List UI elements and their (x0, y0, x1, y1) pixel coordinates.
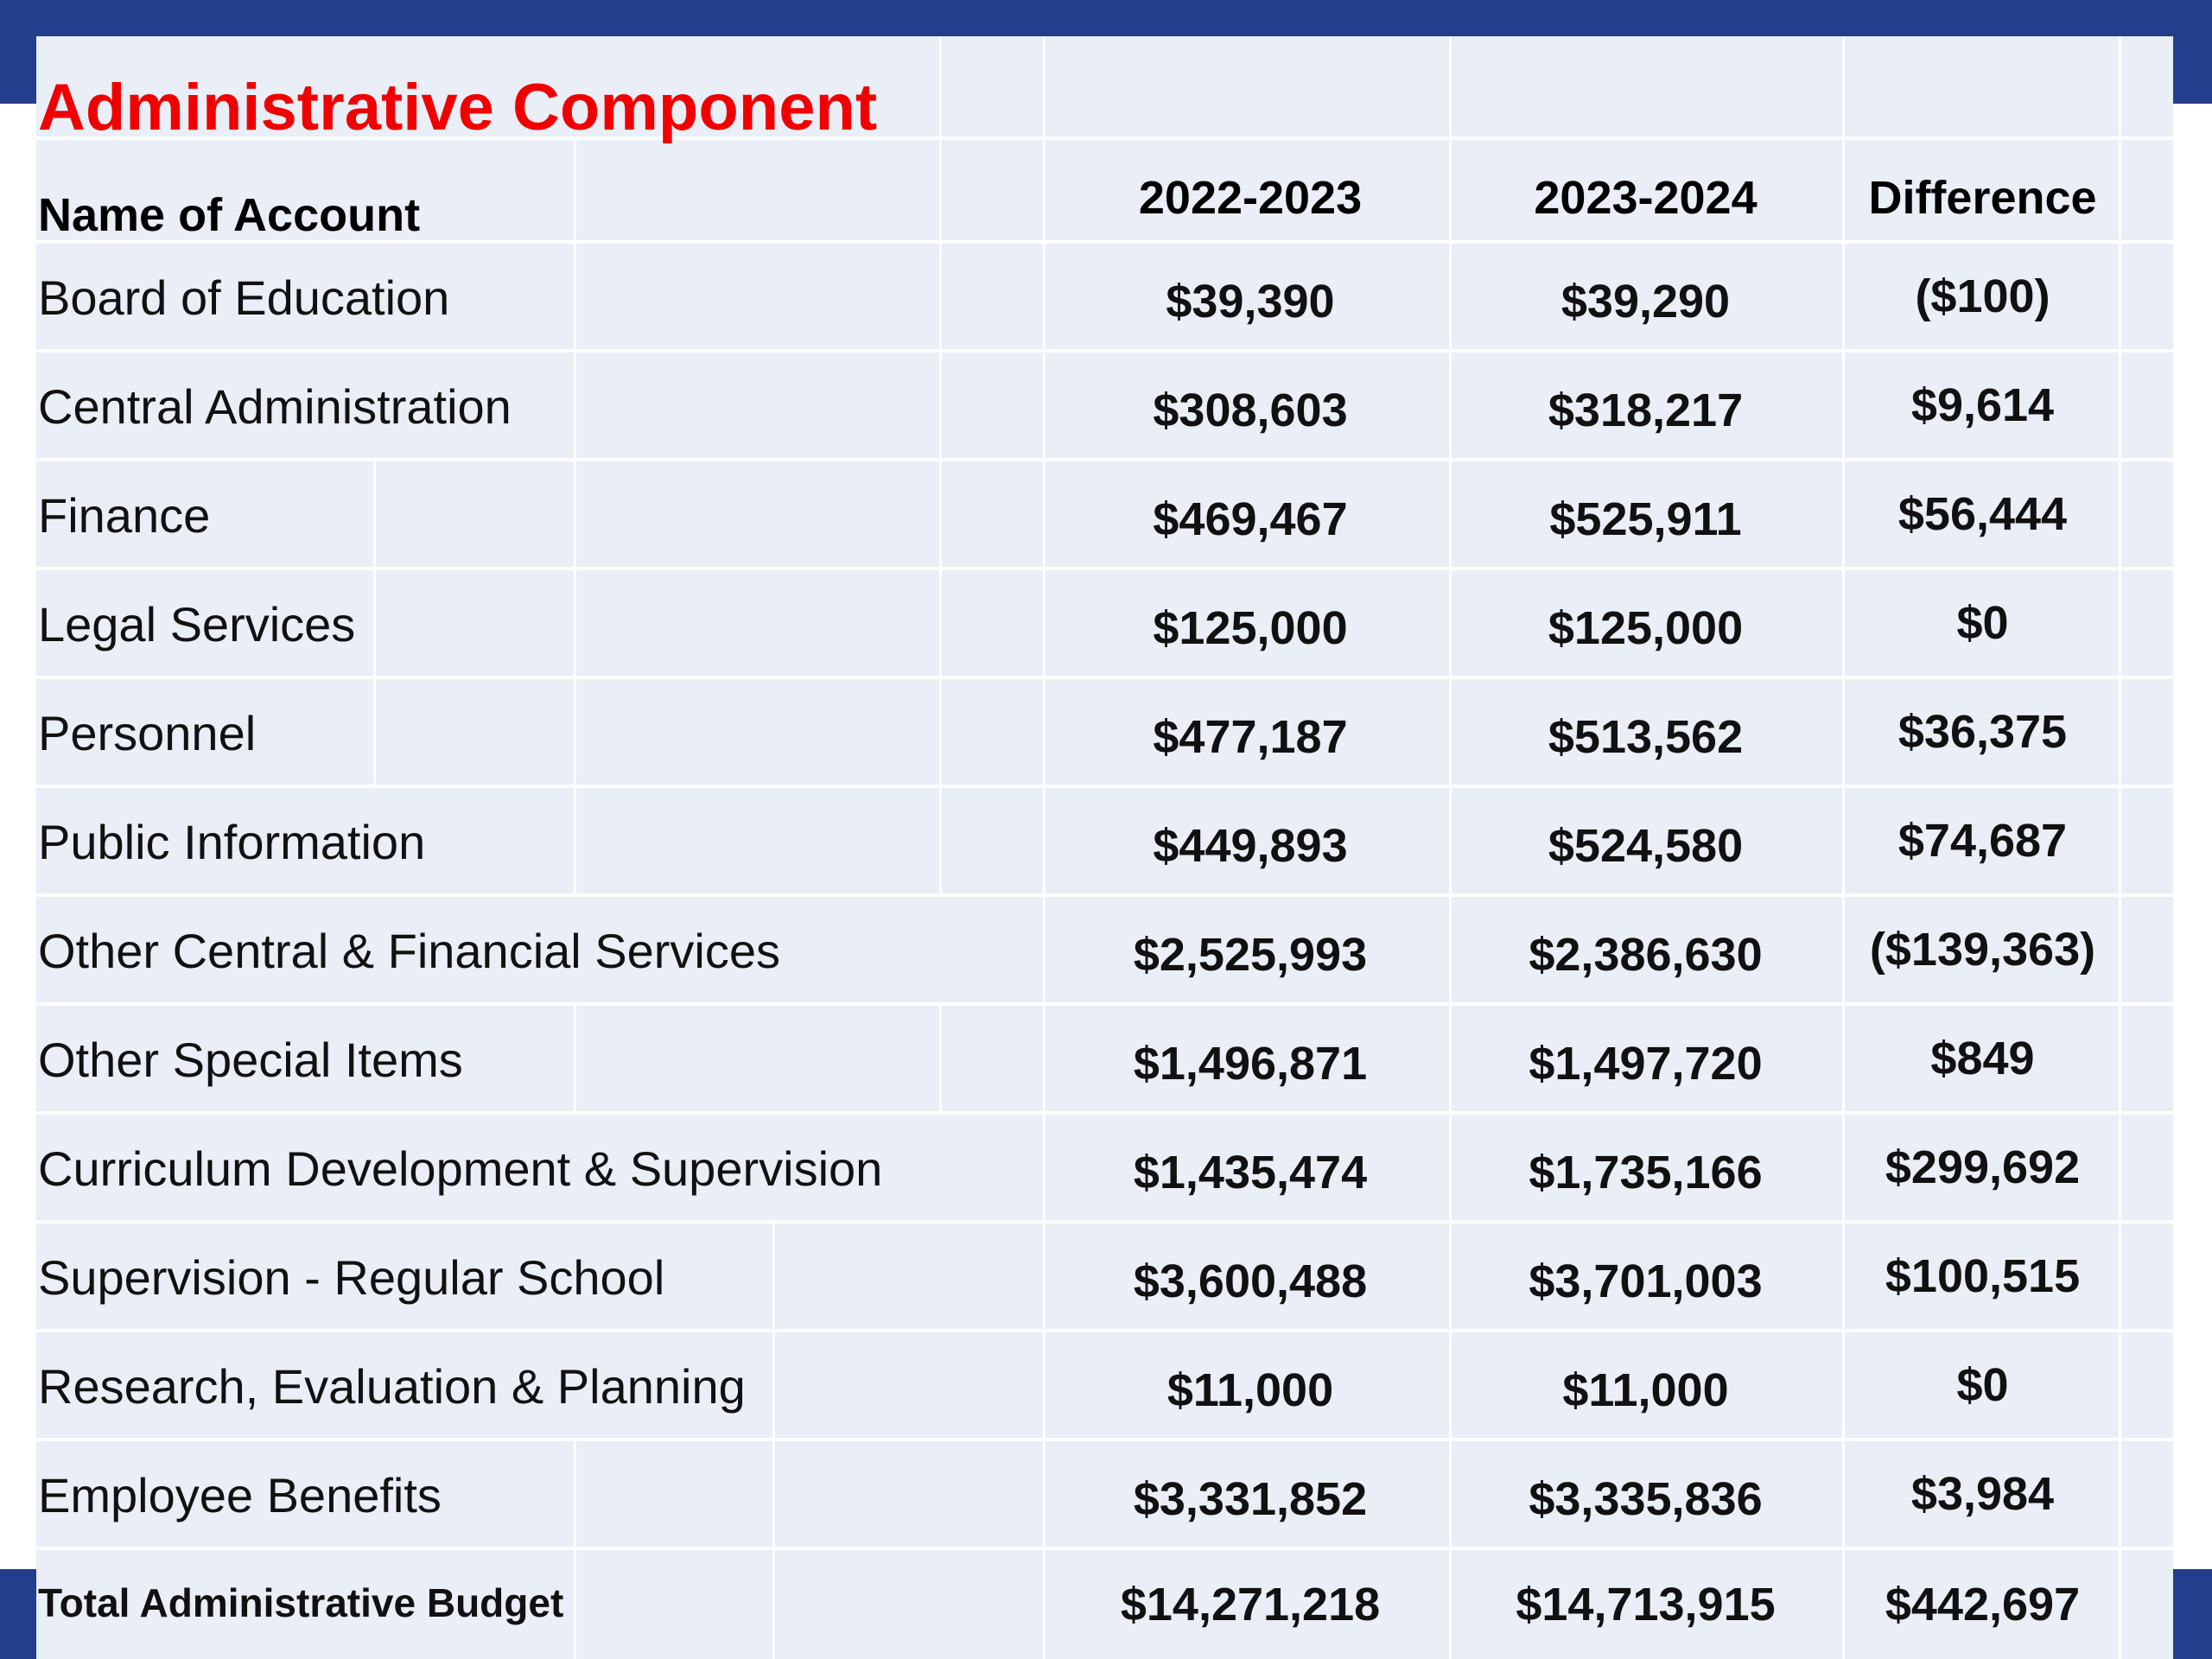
grid-line (36, 567, 2173, 570)
total-2022-2023: $14,271,218 (1120, 1579, 1381, 1630)
row-2022-2023: $11,000 (1166, 1364, 1334, 1416)
row-2022-2023: $1,496,871 (1133, 1038, 1368, 1090)
row-2023-2024: $2,386,630 (1529, 929, 1763, 981)
grid-line (36, 785, 2173, 788)
row-2023-2024: $1,735,166 (1529, 1147, 1763, 1198)
top-band (0, 0, 2212, 36)
row-name: Personnel (38, 706, 257, 760)
page-title: Administrative Component (38, 71, 878, 144)
right-band-top (2173, 36, 2212, 104)
row-2022-2023: $449,893 (1153, 820, 1348, 872)
header-2023-2024: 2023-2024 (1534, 172, 1758, 224)
right-band-bottom (2173, 1569, 2212, 1659)
grid-line (36, 1547, 2173, 1550)
row-2022-2023: $3,600,488 (1133, 1255, 1368, 1307)
row-2022-2023: $39,390 (1166, 276, 1335, 327)
header-name-of-account: Name of Account (38, 189, 421, 241)
row-difference: $56,444 (1897, 488, 2068, 540)
grid-line (1842, 36, 1845, 1659)
row-2023-2024: $11,000 (1562, 1364, 1729, 1416)
grid-line (36, 676, 2173, 679)
row-2023-2024: $525,911 (1549, 493, 1742, 545)
row-2022-2023: $308,603 (1153, 385, 1348, 436)
grid-line (36, 1002, 2173, 1006)
grid-line (36, 1111, 2173, 1115)
grid-line (574, 1002, 576, 1111)
grid-line (772, 1220, 775, 1659)
row-difference: ($100) (1915, 270, 2050, 322)
header-difference: Difference (1868, 172, 2097, 224)
grid-line (939, 137, 942, 893)
row-2023-2024: $524,580 (1548, 820, 1744, 872)
row-name: Other Special Items (38, 1033, 463, 1087)
row-2022-2023: $1,435,474 (1133, 1147, 1368, 1198)
grid-line (36, 1220, 2173, 1224)
row-2022-2023: $3,331,852 (1133, 1473, 1368, 1525)
grid-line (939, 36, 942, 137)
row-name: Supervision - Regular School (38, 1250, 665, 1305)
row-2022-2023: $477,187 (1153, 711, 1348, 763)
row-name: Curriculum Development & Supervision (38, 1141, 883, 1196)
row-name: Finance (38, 488, 211, 543)
grid-line (36, 893, 2173, 897)
row-name: Board of Education (38, 270, 450, 325)
row-2023-2024: $318,217 (1548, 385, 1744, 436)
row-difference: $9,614 (1910, 379, 2055, 431)
row-2022-2023: $125,000 (1153, 602, 1348, 654)
row-difference: $100,515 (1885, 1250, 2081, 1302)
left-band-top (0, 36, 36, 104)
grid-line (36, 1329, 2173, 1332)
total-difference: $442,697 (1885, 1579, 2081, 1630)
row-2023-2024: $39,290 (1560, 276, 1731, 327)
row-2023-2024: $3,335,836 (1529, 1473, 1763, 1525)
grid-line (36, 458, 2173, 461)
row-2022-2023: $469,467 (1153, 493, 1348, 545)
row-name: Central Administration (38, 379, 512, 434)
spreadsheet-table (36, 36, 2173, 1659)
row-2023-2024: $3,701,003 (1529, 1255, 1763, 1307)
row-name: Employee Benefits (38, 1468, 442, 1522)
header-2022-2023: 2022-2023 (1138, 172, 1363, 224)
grid-line (373, 458, 376, 785)
grid-line (574, 1438, 576, 1659)
row-difference: $849 (1930, 1033, 2035, 1084)
row-2023-2024: $125,000 (1548, 602, 1744, 654)
row-2023-2024: $513,562 (1548, 711, 1744, 763)
row-difference: $0 (1956, 597, 2009, 649)
grid-line (2119, 36, 2121, 1659)
total-row-name: Total Administrative Budget (38, 1580, 564, 1625)
row-difference: $0 (1956, 1359, 2009, 1411)
row-2022-2023: $2,525,993 (1133, 929, 1368, 981)
row-difference: $36,375 (1897, 706, 2068, 758)
grid-line (939, 1002, 942, 1111)
grid-line (1043, 36, 1046, 1659)
row-difference: $74,687 (1897, 815, 2068, 867)
row-difference: $3,984 (1910, 1468, 2055, 1520)
row-name: Legal Services (38, 597, 356, 652)
total-2023-2024: $14,713,915 (1516, 1579, 1776, 1630)
row-name: Other Central & Financial Services (38, 924, 781, 978)
row-difference: $299,692 (1885, 1141, 2081, 1193)
left-band-bottom (0, 1569, 36, 1659)
row-difference: ($139,363) (1869, 924, 2096, 976)
row-2023-2024: $1,497,720 (1529, 1038, 1763, 1090)
row-name: Research, Evaluation & Planning (38, 1359, 746, 1414)
row-name: Public Information (38, 815, 426, 869)
grid-line (36, 349, 2173, 353)
grid-line (36, 1438, 2173, 1441)
grid-line (574, 137, 576, 893)
